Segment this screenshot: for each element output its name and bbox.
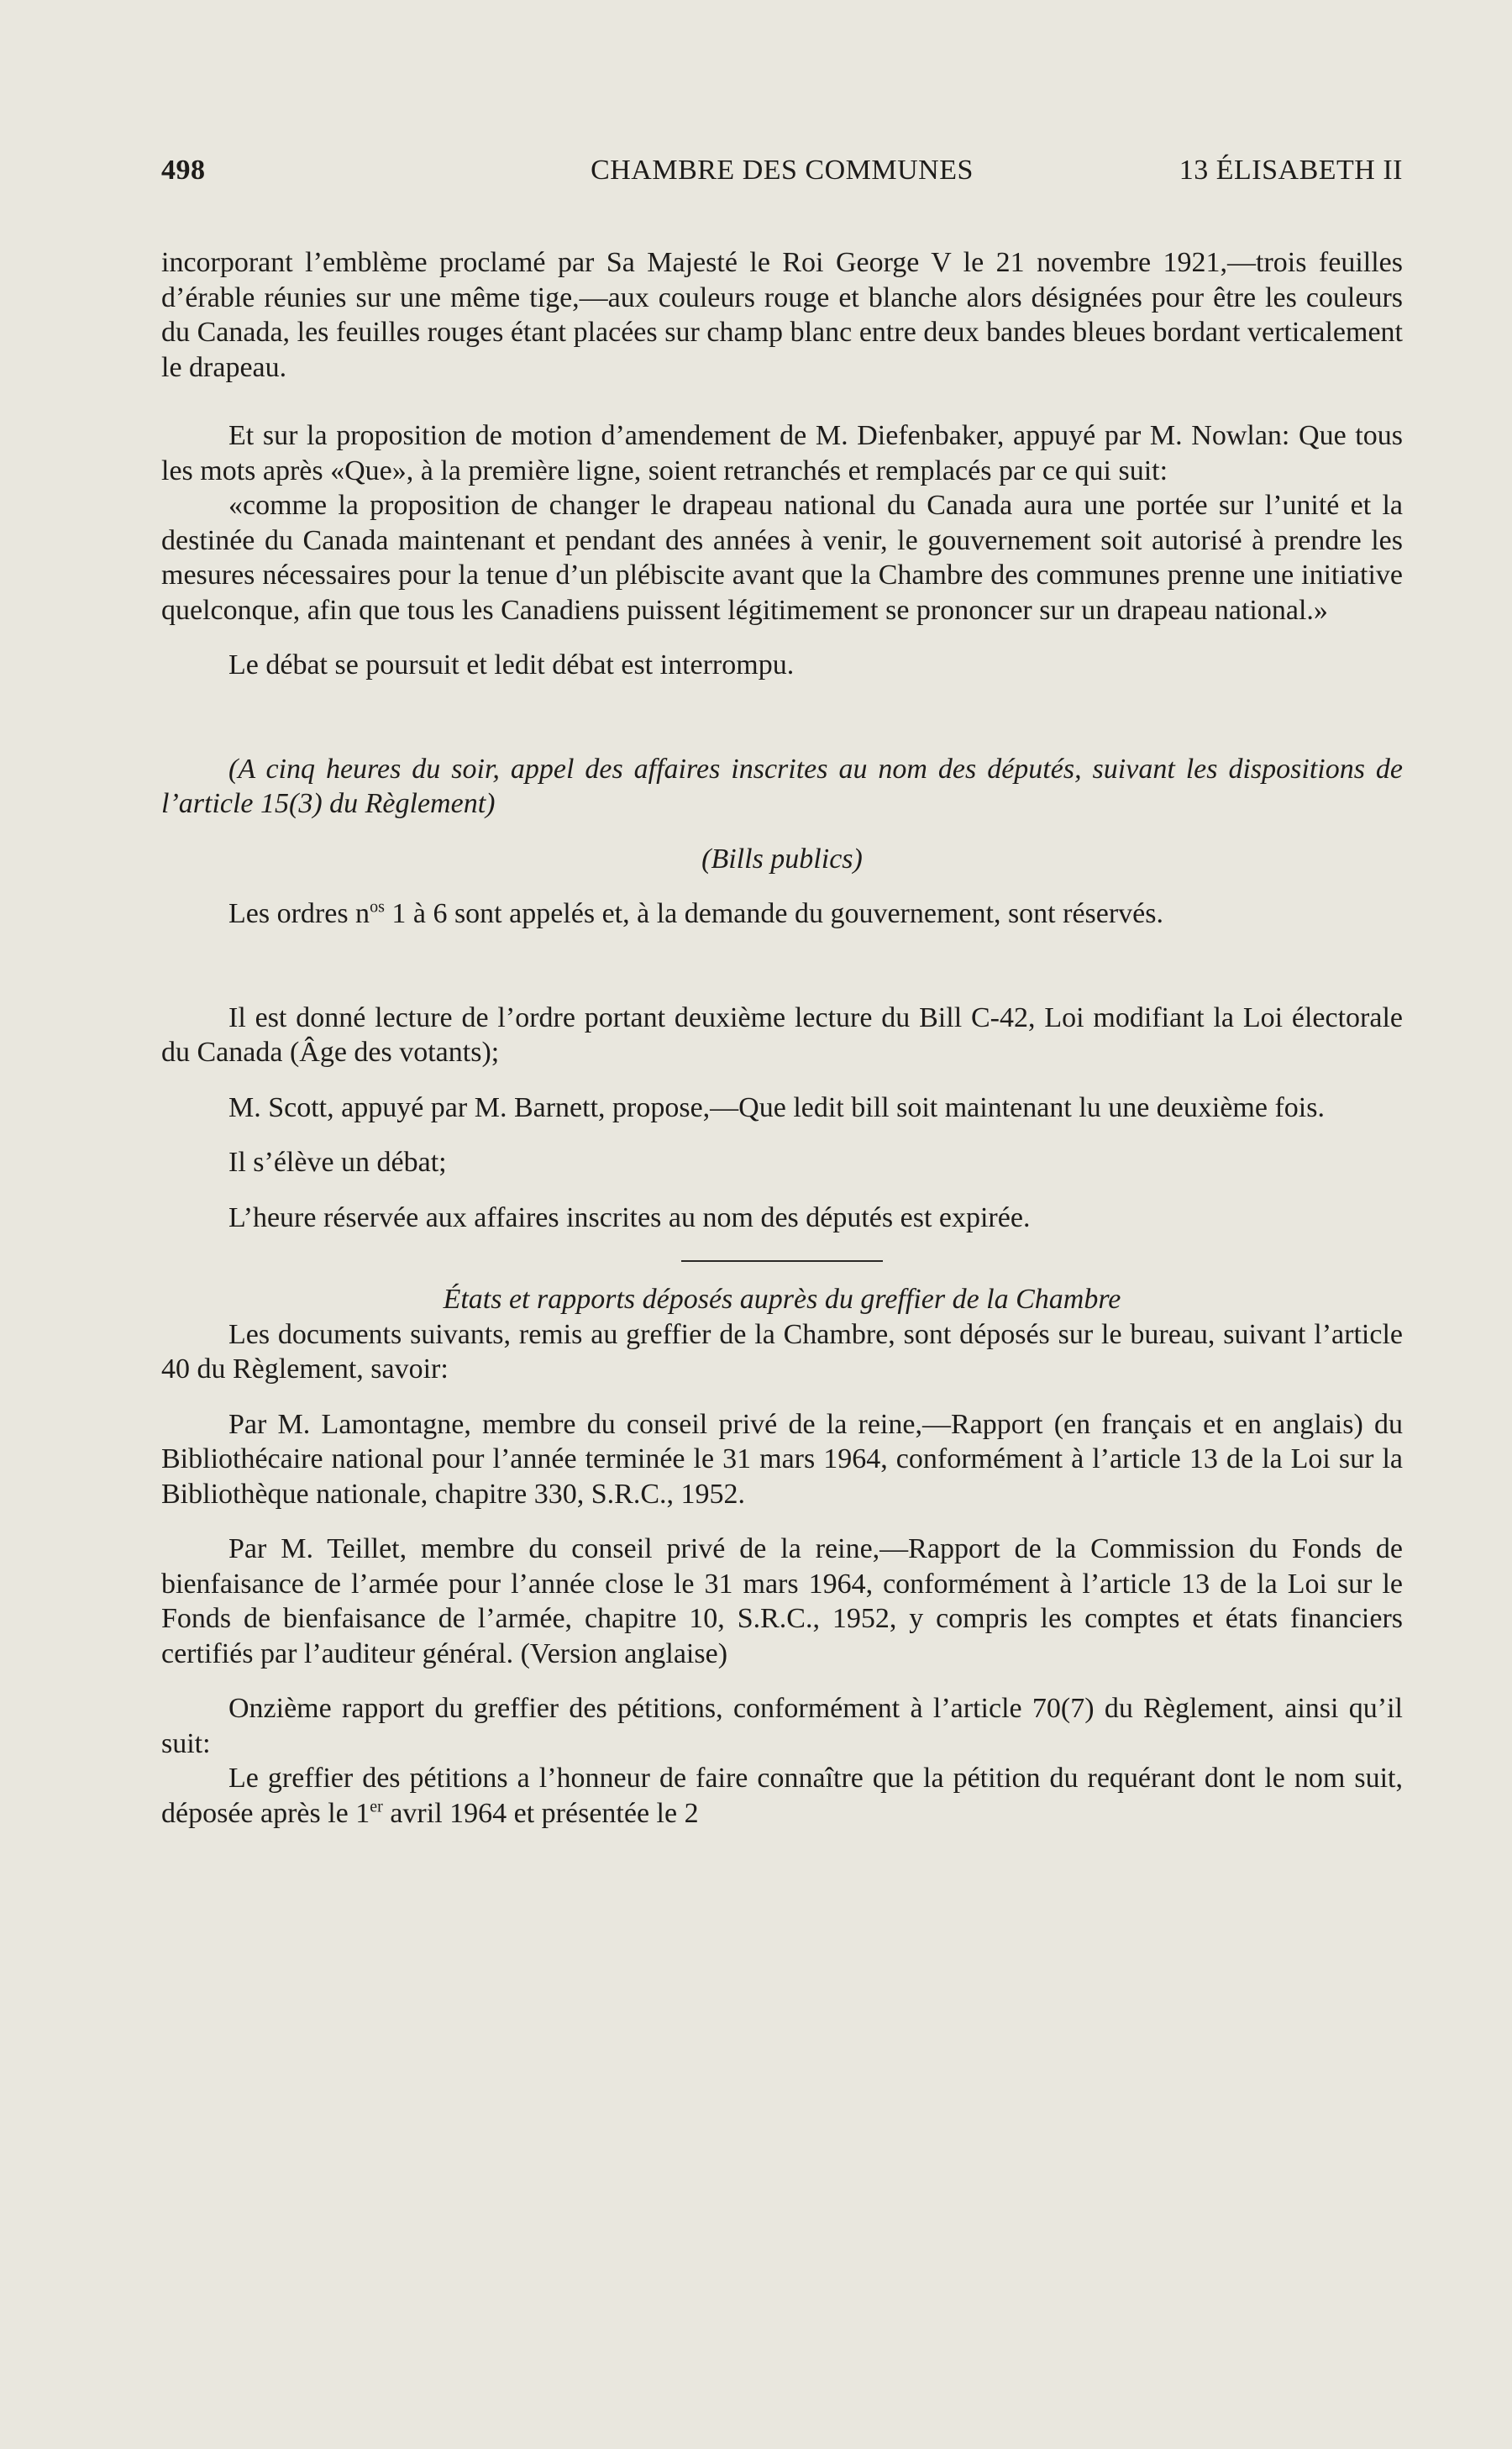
section-divider xyxy=(681,1260,883,1262)
paragraph-amendment-motion: Et sur la proposition de motion d’amendement de M. Diefenbaker, appuyé par M. Nowlan: Que tous les mots après «Que», à la première ligne, soient retranchés et remplacés par ce qui suit: xyxy=(161,420,1403,486)
paragraph-petitions-report: Onzième rapport du greffier des pétitions, conformément à l’article 70(7) du Règlement, ainsi qu’il suit: xyxy=(161,1693,1403,1759)
section-heading-returns-reports: États et rapports déposés auprès du greffier de la Chambre xyxy=(443,1284,1121,1315)
paragraph-orders-reserved: Les ordres $n^{os}$ 1 à 6 sont appelés et, à la demande du gouvernement, sont réservés. xyxy=(228,897,1164,929)
paragraph-lamontagne-report: Par M. Lamontagne, membre du conseil privé de la reine,—Rapport (en français et en anglais) du Bibliothécaire national pour l’année terminée le 31 mars 1964, conformément à l’article 13 de la Loi sur la Bibliothèque nationale, chapitre 330, S.R.C., 1952. xyxy=(161,1408,1403,1510)
paragraph-debate: Il s’élève un débat; xyxy=(228,1147,447,1178)
paragraph-debate-interrupted: Le débat se poursuit et ledit débat est interrompu. xyxy=(228,649,795,681)
paragraph-flag-description: incorporant l’emblème proclamé par Sa Majesté le Roi George V le 21 novembre 1921,—trois feuilles d’érable réunies sur une même tige,—aux couleurs rouge et blanche alors désignées pour être les couleurs du Canada, les feuilles rouges étant placées sur champ blanc entre deux bandes bleues bordant verticalement le drapeau. xyxy=(161,247,1403,383)
page-number: 498 xyxy=(161,155,206,186)
paragraph-petitions-clerk: Le greffier des pétitions a l’honneur de faire connaître que la pétition du requérant dont le nom suit, déposée après le 1er avril 1964 et présentée le 2 xyxy=(161,1763,1403,1829)
paragraph-hour-expired: L’heure réservée aux affaires inscrites au nom des députés est expirée. xyxy=(228,1201,1031,1233)
regnal-year: 13 ÉLISABETH II xyxy=(1179,155,1403,186)
running-title: CHAMBRE DES COMMUNES xyxy=(591,155,974,186)
paragraph-private-members-hour: (A cinq heures du soir, appel des affaires inscrites au nom des députés, suivant les dispositions de l’article 15(3) du Règlement) xyxy=(161,753,1403,819)
paragraph-scott-motion: M. Scott, appuyé par M. Barnett, propose,—Que ledit bill soit maintenant lu une deuxième fois. xyxy=(228,1091,1325,1123)
paragraph-teillet-report: Par M. Teillet, membre du conseil privé de la reine,—Rapport de la Commission du Fonds de bienfaisance de l’armée pour l’année close le 31 mars 1964, conformément à l’article 13 de la Loi sur le Fonds de bienfaisance de l’armée, chapitre 10, S.R.C., 1952, y compris les comptes et états financiers certifiés par l’auditeur général. (Version anglaise) xyxy=(161,1533,1403,1669)
paragraph-second-reading: Il est donné lecture de l’ordre portant deuxième lecture du Bill C-42, Loi modifiant la Loi électorale du Canada (Âge des votants); xyxy=(161,1001,1403,1068)
page-body xyxy=(161,245,1403,1831)
paragraph-amendment-text: «comme la proposition de changer le drapeau national du Canada aura une portée sur l’unité et la destinée du Canada maintenant et pendant des années à venir, le gouvernement soit autorisé à prendre les mesures nécessaires pour la tenue d’un plébiscite avant que la Chambre des communes prenne une initiative quelconque, afin que tous les Canadiens puissent légitimement se prononcer sur un drapeau national.» xyxy=(161,490,1403,626)
paragraph-documents-tabled: Les documents suivants, remis au greffier de la Chambre, sont déposés sur le bureau, suivant l’article 40 du Règlement, savoir: xyxy=(161,1318,1403,1385)
page-header xyxy=(161,155,1403,195)
section-heading-public-bills: (Bills publics) xyxy=(701,843,863,875)
